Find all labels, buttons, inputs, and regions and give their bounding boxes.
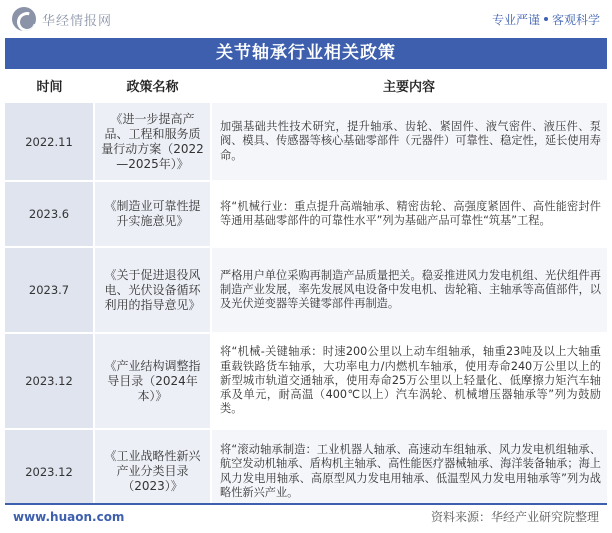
table-row [5, 102, 607, 181]
table-row [5, 181, 607, 247]
row-policy: 《产业结构调整指导目录（2024年本）》 [94, 333, 211, 429]
slogan-left: 专业严谨 [491, 12, 540, 27]
table-row [5, 247, 607, 333]
row-policy: 《进一步提高产品、工程和服务质量行动方案（2022—2025年）》 [94, 102, 211, 181]
column-header-policy: 政策名称 [94, 70, 211, 102]
table-row [5, 429, 607, 513]
brand-name: 华经情报网 [42, 13, 113, 29]
row-policy: 《工业战略性新兴产业分类目录（2023）》 [94, 429, 211, 513]
top-bar [0, 0, 612, 38]
policy-table [5, 70, 607, 513]
row-content: 将“机械-关键轴承：时速200公里以上动车组轴承，轴重23吨及以上大轴重重载铁路货车轴承，大功率电力/内燃机车轴承，使用寿命240万公里以上的新型城市轨道交通轴承，使用寿命25万公里以上轻量化、低摩擦力矩汽车轴承及单元，耐高温（400℃以上）汽车涡轮、机械增压器轴承等”列为鼓励类。 [211, 333, 607, 429]
brand[interactable] [12, 7, 112, 31]
table-row [5, 333, 607, 429]
column-header-time: 时间 [5, 70, 94, 102]
row-content: 加强基础共性技术研究，提升轴承、齿轮、紧固件、液气密件、液压件、泵阀、模具、传感器等核心基础零部件（元器件）可靠性、稳定性，延长使用寿命。 [211, 102, 607, 181]
table-header-row [5, 70, 607, 102]
page-title: 关节轴承行业相关政策 [5, 38, 607, 69]
row-time: 2023.6 [5, 181, 94, 247]
row-content: 严格用户单位采购再制造产品质量把关。稳妥推进风力发电机组、光伏组件再制造产业发展，率先发展风电设备中发电机、齿轮箱、主轴承等高值部件，以及光伏逆变器等关键零部件再制造。 [211, 247, 607, 333]
row-time: 2022.11 [5, 102, 94, 181]
row-policy: 《制造业可靠性提升实施意见》 [94, 181, 211, 247]
row-time: 2023.7 [5, 247, 94, 333]
dot-separator-icon [544, 17, 548, 21]
footer [5, 503, 607, 528]
slogan-right: 客观科学 [551, 12, 600, 27]
row-policy: 《关于促进退役风电、光伏设备循环利用的指导意见》 [94, 247, 211, 333]
row-content: 将“滚动轴承制造：工业机器人轴承、高速动车组轴承、风力发电机组轴承、航空发动机轴承、盾构机主轴承、高性能医疗器械轴承、海洋装备轴承；海上风力发电用轴承、高原型风力发电用轴承、低温型风力发电用轴承等”列为战略性新兴产业。 [211, 429, 607, 513]
brand-logo-icon [12, 7, 36, 31]
column-header-content: 主要内容 [211, 70, 607, 102]
row-time: 2023.12 [5, 429, 94, 513]
slogan [492, 11, 600, 28]
row-content: 将“机械行业：重点提升高端轴承、精密齿轮、高强度紧固件、高性能密封件等通用基础零部件的可靠性水平”列为基础产品可靠性“筑基”工程。 [211, 181, 607, 247]
site-link[interactable]: www.huaon.com [13, 509, 125, 524]
row-time: 2023.12 [5, 333, 94, 429]
source-note: 资料来源：华经产业研究院整理 [430, 510, 599, 524]
